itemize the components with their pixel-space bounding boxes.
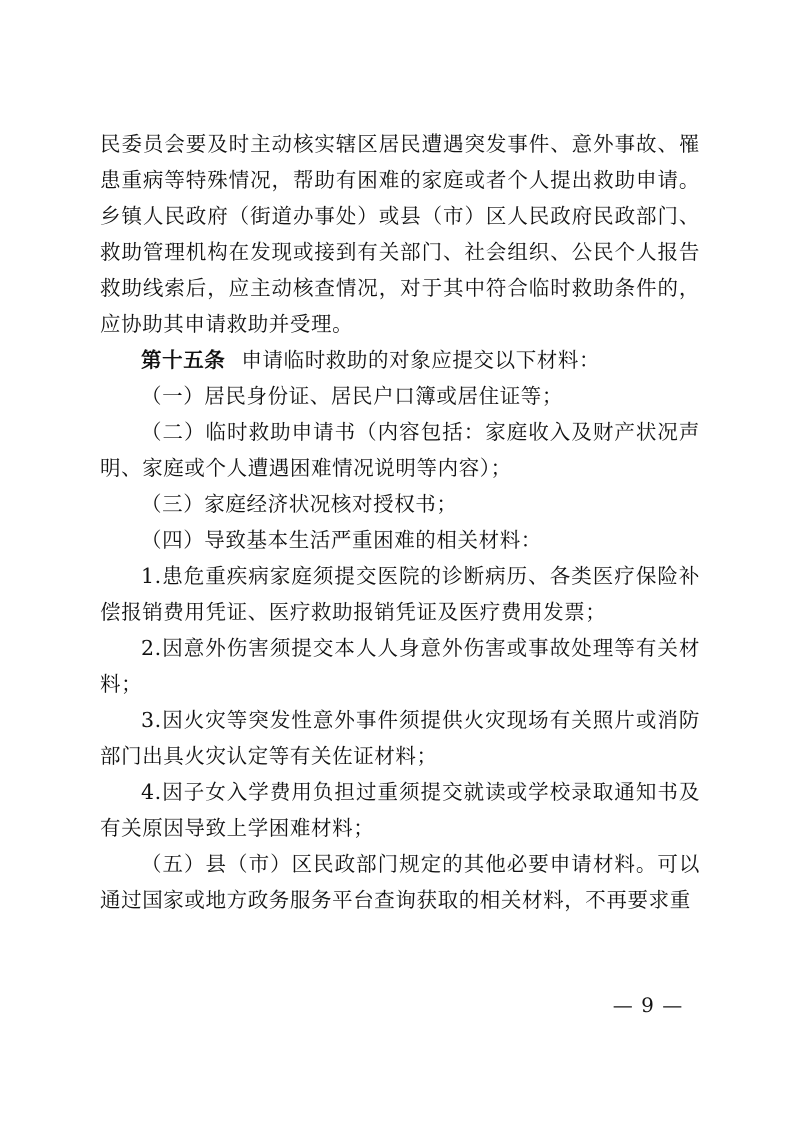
sub-item-1 [100,558,700,630]
paragraph-text: （四）导致基本生活严重困难的相关材料： [141,528,542,552]
paragraph-text: 4.因子女入学费用负担过重须提交就读或学校录取通知书及有关原因导致上学困难材料； [100,780,700,840]
page-number: — 9 — [612,993,684,1017]
paragraph-continuation [100,126,700,342]
paragraph-text: 3.因火灾等突发性意外事件须提供火灾现场有关照片或消防部门出具火灾认定等有关佐证材料； [100,708,700,768]
sub-item-4 [100,774,700,846]
paragraph-text: （一）居民身份证、居民户口簿或居住证等； [141,384,563,408]
paragraph-text: 2.因意外伤害须提交本人人身意外伤害或事故处理等有关材料； [100,636,700,696]
list-item-3 [100,486,700,522]
paragraph-text: （三）家庭经济状况核对授权书； [141,492,458,516]
list-item-4 [100,522,700,558]
article-heading: 第十五条 [141,348,226,372]
list-item-1 [100,378,700,414]
list-item-2 [100,414,700,486]
paragraph-text: （五）县（市）区民政部门规定的其他必要申请材料。可以通过国家或地方政务服务平台查询获取的相关材料，不再要求重 [100,852,700,912]
list-item-5 [100,846,700,918]
body-text [100,126,700,918]
paragraph-text: （二）临时救助申请书（内容包括：家庭收入及财产状况声明、家庭或个人遭遇困难情况说明等内容）； [100,420,700,480]
article-fifteen [100,342,700,378]
sub-item-2 [100,630,700,702]
sub-item-3 [100,702,700,774]
paragraph-text: 申请临时救助的对象应提交以下材料： [241,348,601,372]
paragraph-text: 1.患危重疾病家庭须提交医院的诊断病历、各类医疗保险补偿报销费用凭证、医疗救助报销凭证及医疗费用发票； [100,564,700,624]
paragraph-text: 民委员会要及时主动核实辖区居民遭遇突发事件、意外事故、罹患重病等特殊情况，帮助有困难的家庭或者个人提出救助申请。乡镇人民政府（街道办事处）或县（市）区人民政府民政部门、救助管理机构在发现或接到有关部门、社会组织、公民个人报告救助线索后，应主动核查情况，对于其中符合临时救助条件的，应协助其申请救助并受理。 [100,132,700,336]
